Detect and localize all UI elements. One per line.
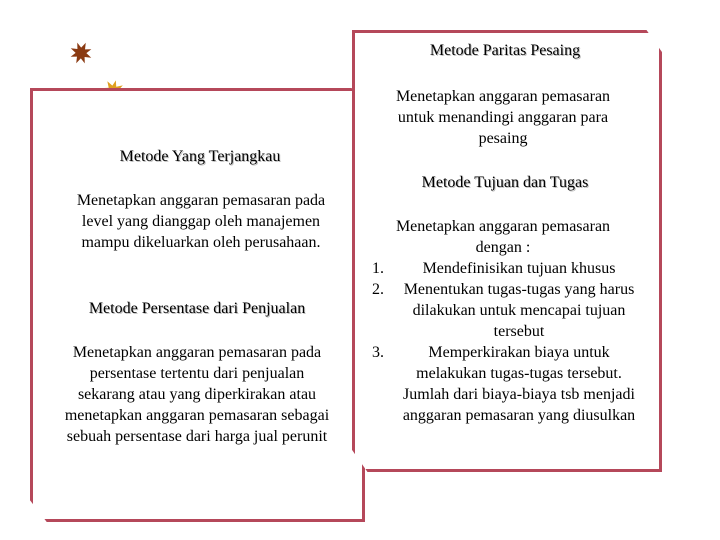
section-title-persentase: Metode Persentase dari Penjualan [88,300,306,317]
section-text-terjangkau: Menetapkan anggaran pemasaran pada level yang dianggap oleh manajemen mampu dikeluarkan oleh perusahaan. [76,192,326,251]
section-title-terjangkau: Metode Yang Terjangkau [119,148,281,165]
list-item: 3. Memperkirakan biaya untuk melakukan tugas-tugas tersebut. Jumlah dari biaya-biaya tsb menjadi anggaran pemasaran yang diusulkan [388,342,646,426]
list-item: 2. Menentukan tugas-tugas yang harus dilakukan untuk mencapai tujuan tersebut [388,279,646,342]
section-title-tujuan-tugas: Metode Tujuan dan Tugas [421,174,589,191]
section-title-paritas: Metode Paritas Pesaing [429,42,581,59]
list-item: 1. Mendefinisikan tujuan khusus [388,258,646,279]
section-intro-tujuan-tugas: Menetapkan anggaran pemasaran dengan : [395,218,611,256]
section-text-paritas: Menetapkan anggaran pemasaran untuk menandingi anggaran para pesaing [395,88,611,147]
autumn-leaf-icon [64,36,97,69]
steps-list [352,258,646,426]
section-text-persentase: Menetapkan anggaran pemasaran pada persentase tertentu dari penjualan sekarang atau yang diperkirakan atau menetapkan anggaran pemasaran sebagai sebuah persentase dari harga jual perunit [64,344,330,445]
